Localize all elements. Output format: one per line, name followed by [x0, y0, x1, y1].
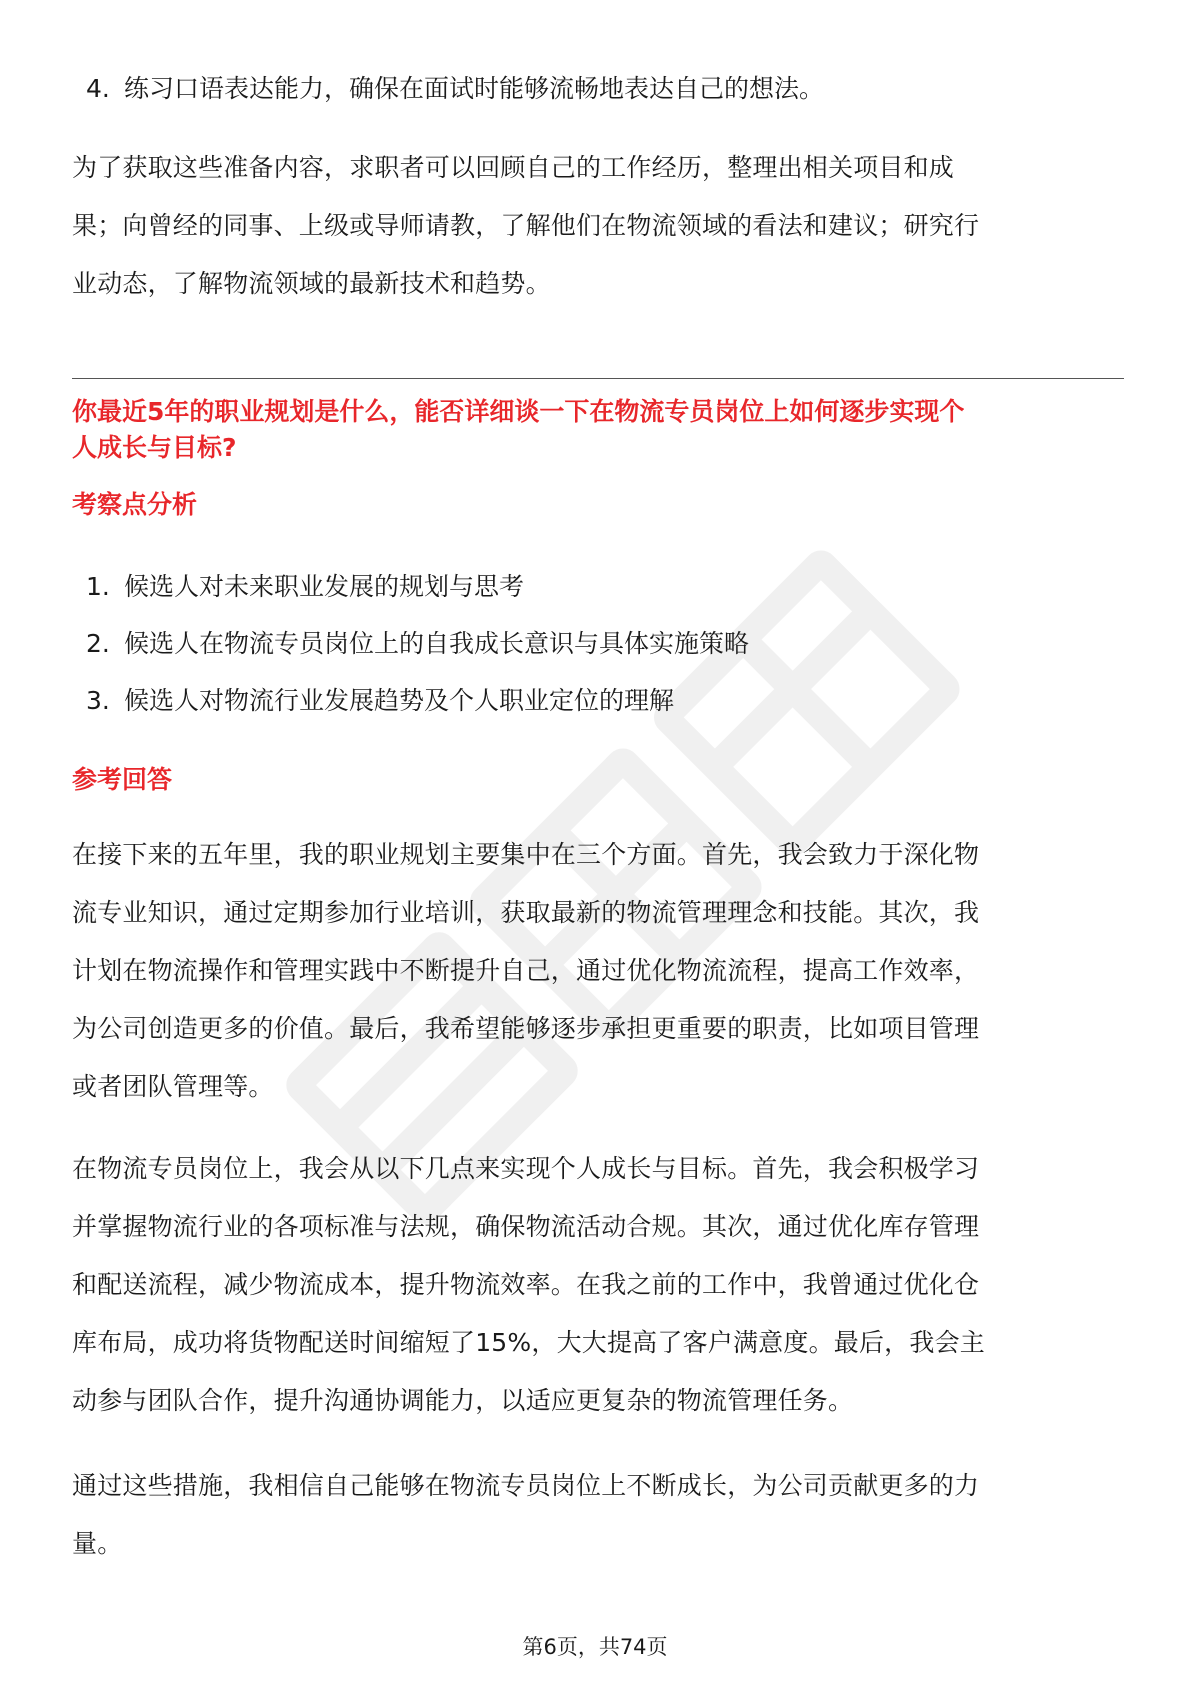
paragraph-line: 流专业知识，通过定期参加行业培训，获取最新的物流管理理念和技能。其次，我	[72, 898, 980, 927]
list-item-number: 1.	[86, 572, 110, 601]
list-item-number: 3.	[86, 686, 110, 715]
question-line: 你最近5年的职业规划是什么，能否详细谈一下在物流专员岗位上如何逐步实现个	[72, 397, 965, 426]
paragraph-line: 业动态，了解物流领域的最新技术和趋势。	[72, 269, 551, 298]
analysis-list-item	[86, 572, 524, 602]
paragraph-line: 果；向曾经的同事、上级或导师请教，了解他们在物流领域的看法和建议；研究行	[72, 211, 980, 240]
paragraph-line: 为公司创造更多的价值。最后，我希望能够逐步承担更重要的职责，比如项目管理	[72, 1014, 980, 1043]
page-number-footer: 第6页，共74页	[522, 1635, 668, 1659]
list-item-text: 练习口语表达能力，确保在面试时能够流畅地表达自己的想法。	[124, 74, 825, 103]
paragraph-line: 并掌握物流行业的各项标准与法规，确保物流活动合规。其次，通过优化库存管理	[72, 1212, 980, 1241]
prep-list-item	[86, 74, 824, 104]
list-item-text: 候选人对未来职业发展的规划与思考	[124, 572, 525, 601]
interview-question	[72, 394, 1124, 466]
answer-paragraph	[72, 826, 1124, 1116]
paragraph-line: 在物流专员岗位上，我会从以下几点来实现个人成长与目标。首先，我会积极学习	[72, 1154, 980, 1183]
paragraph-line: 为了获取这些准备内容，求职者可以回顾自己的工作经历，整理出相关项目和成	[72, 153, 955, 182]
list-item-number: 2.	[86, 629, 110, 658]
analysis-list-item	[86, 629, 749, 659]
list-item-number: 4.	[86, 74, 110, 103]
list-item-text: 候选人在物流专员岗位上的自我成长意识与具体实施策略	[124, 629, 750, 658]
analysis-heading: 考察点分析	[72, 490, 198, 519]
paragraph-line: 量。	[72, 1529, 123, 1558]
paragraph-line: 动参与团队合作，提升沟通协调能力，以适应更复杂的物流管理任务。	[72, 1386, 854, 1415]
paragraph-line: 或者团队管理等。	[72, 1072, 274, 1101]
intro-paragraph	[72, 139, 1124, 313]
paragraph-line: 在接下来的五年里，我的职业规划主要集中在三个方面。首先，我会致力于深化物	[72, 840, 980, 869]
answer-heading: 参考回答	[72, 765, 173, 794]
analysis-list-item	[86, 686, 674, 716]
paragraph-line: 和配送流程，减少物流成本，提升物流效率。在我之前的工作中，我曾通过优化仓	[72, 1270, 980, 1299]
paragraph-line: 库布局，成功将货物配送时间缩短了15%，大大提高了客户满意度。最后，我会主	[72, 1328, 985, 1357]
paragraph-line: 通过这些措施，我相信自己能够在物流专员岗位上不断成长，为公司贡献更多的力	[72, 1471, 980, 1500]
paragraph-line: 计划在物流操作和管理实践中不断提升自己，通过优化物流流程，提高工作效率，	[72, 956, 980, 985]
section-divider	[72, 378, 1124, 379]
list-item-text: 候选人对物流行业发展趋势及个人职业定位的理解	[124, 686, 675, 715]
question-line: 人成长与目标?	[72, 433, 237, 462]
answer-paragraph	[72, 1457, 1124, 1573]
answer-paragraph	[72, 1140, 1124, 1430]
